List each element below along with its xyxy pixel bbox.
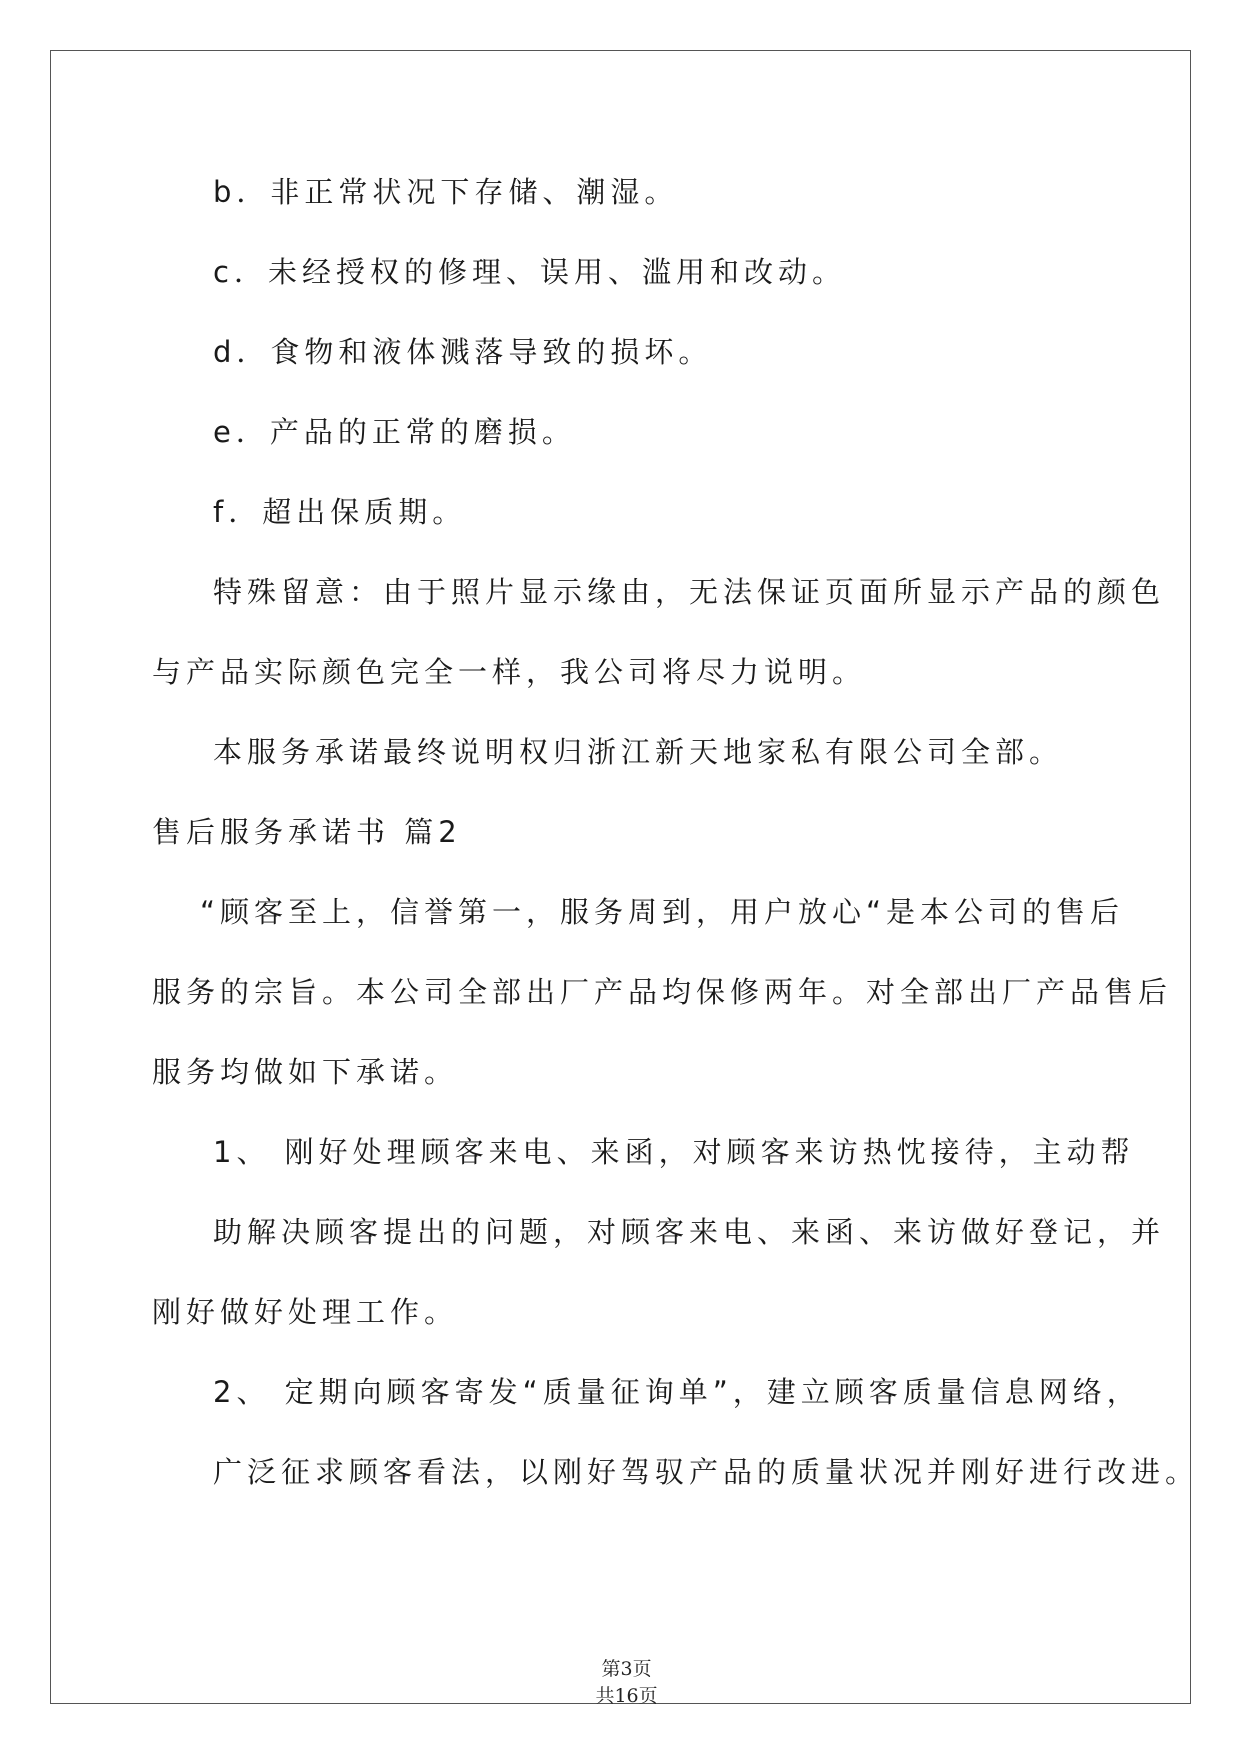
text-line: 特殊留意：由于照片显示缘由，无法保证页面所显示产品的颜色 xyxy=(213,575,1166,609)
text-line: 2、 定期向顾客寄发“质量征询单”，建立顾客质量信息网络， xyxy=(213,1375,1141,1409)
text-line: e．产品的正常的磨损。 xyxy=(213,415,576,449)
text-line: 与产品实际颜色完全一样，我公司将尽力说明。 xyxy=(152,655,867,689)
text-line: 助解决顾客提出的问题，对顾客来电、来函、来访做好登记，并 xyxy=(213,1215,1166,1249)
text-line: 服务均做如下承诺。 xyxy=(152,1055,459,1089)
text-line: d．食物和液体溅落导致的损坏。 xyxy=(213,335,713,369)
text-line: 刚好做好处理工作。 xyxy=(152,1295,459,1329)
page-footer xyxy=(0,1632,1241,1708)
text-line: 服务的宗旨。本公司全部出厂产品均保修两年。对全部出厂产品售后 xyxy=(152,975,1173,1009)
section-heading: 售后服务承诺书 篇2 xyxy=(152,815,462,849)
text-line: c．未经授权的修理、误用、滥用和改动。 xyxy=(213,255,846,289)
text-line: b．非正常状况下存储、潮湿。 xyxy=(213,175,679,209)
page-number: 第3页 xyxy=(601,1658,652,1680)
page-total: 共16页 xyxy=(595,1685,658,1707)
text-line: 本服务承诺最终说明权归浙江新天地家私有限公司全部。 xyxy=(213,735,1064,769)
text-line: “顾客至上，信誉第一，服务周到，用户放心“是本公司的售后 xyxy=(200,895,1125,929)
text-line: f．超出保质期。 xyxy=(213,495,467,529)
text-line: 1、 刚好处理顾客来电、来函，对顾客来访热忱接待，主动帮 xyxy=(213,1135,1135,1169)
text-line: 广泛征求顾客看法，以刚好驾驭产品的质量状况并刚好进行改进。 xyxy=(213,1455,1200,1489)
